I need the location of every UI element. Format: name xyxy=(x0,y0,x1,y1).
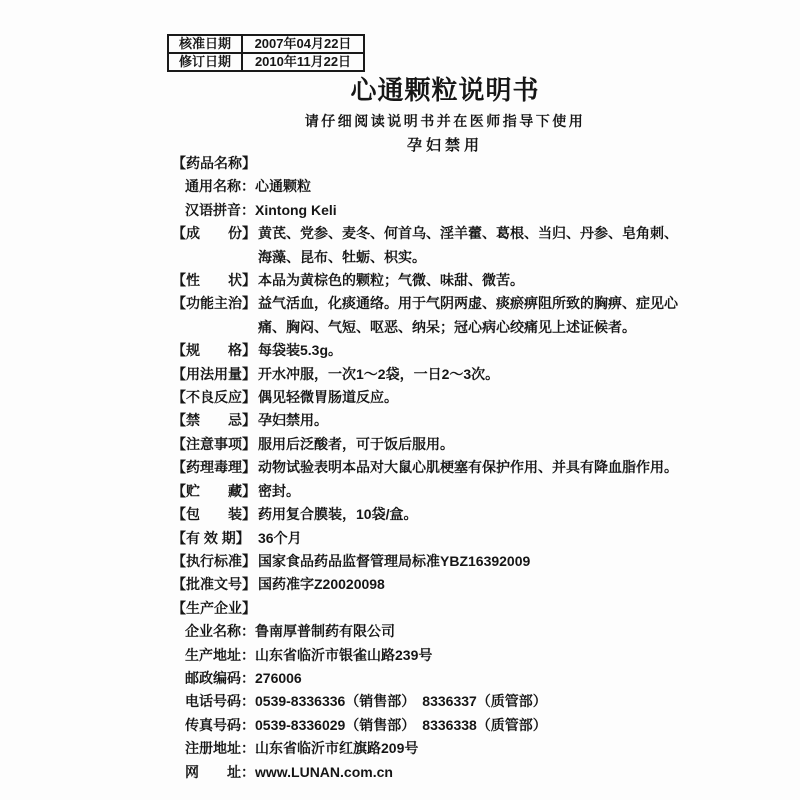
sub-label: 汉语拼音： xyxy=(185,201,255,218)
approval-date: 2010年11月22日 xyxy=(242,53,364,71)
section-label: 【规 格】 xyxy=(172,342,256,359)
sub-label: 通用名称： xyxy=(185,178,255,195)
section-row-packaging xyxy=(172,503,684,526)
sub-value: 0539-8336336（销售部） 8336337（质管部） xyxy=(255,693,547,710)
section-label: 【有 效 期】 xyxy=(172,529,250,546)
page-subtitle: 请仔细阅读说明书并在医师指导下使用 xyxy=(304,113,586,129)
sub-row-registered-address xyxy=(172,737,684,760)
page-title: 心通颗粒说明书 xyxy=(350,75,540,105)
sub-row-production-address xyxy=(172,644,684,667)
section-content: 孕妇禁用。 xyxy=(258,412,328,429)
sub-label: 企业名称： xyxy=(185,623,255,640)
section-content: 益气活血，化痰通络。用于气阴两虚、痰瘀痹阻所致的胸痹、症见心痛、胸闷、气短、呕恶、纳呆；冠心病心绞痛见上述证候者。 xyxy=(258,295,678,335)
sub-label: 网 址： xyxy=(185,763,255,780)
section-label: 【性 状】 xyxy=(172,272,256,289)
section-label: 【功能主治】 xyxy=(172,295,256,312)
section-content: 药用复合膜装，10袋/盒。 xyxy=(258,506,418,523)
sub-value: 0539-8336029（销售部） 8336338（质管部） xyxy=(255,716,547,733)
section-label: 【不良反应】 xyxy=(172,389,256,406)
section-content: 开水冲服，一次1～2袋，一日2～3次。 xyxy=(258,365,500,382)
sub-value: 山东省临沂市红旗路209号 xyxy=(255,740,419,757)
section-label: 【批准文号】 xyxy=(172,576,256,593)
section-row-shelf-life xyxy=(172,527,684,550)
section-row-pharmacology xyxy=(172,456,684,479)
approval-row xyxy=(168,35,364,53)
section-label: 【生产企业】 xyxy=(172,599,256,616)
sub-row-postal-code xyxy=(172,667,684,690)
sub-row-fax xyxy=(172,714,684,737)
section-content: 国家食品药品监督管理局标准YBZ16392009 xyxy=(258,552,531,569)
section-row-storage xyxy=(172,480,684,503)
section-content: 国药准字Z20020098 xyxy=(258,576,385,593)
approval-label: 修订日期 xyxy=(168,53,242,71)
approval-row xyxy=(168,53,364,71)
section-label: 【贮 藏】 xyxy=(172,482,256,499)
section-row-manufacturer xyxy=(172,597,684,620)
sub-label: 注册地址： xyxy=(185,740,255,757)
section-label: 【药理毒理】 xyxy=(172,459,256,476)
section-label: 【用法用量】 xyxy=(172,365,256,382)
section-row-indications xyxy=(172,292,684,339)
sub-value: 276006 xyxy=(255,669,302,686)
section-label: 【药品名称】 xyxy=(172,155,256,171)
section-content: 36个月 xyxy=(258,529,302,546)
pregnancy-warning: 孕妇禁用 xyxy=(406,137,483,154)
section-label: 【执行标准】 xyxy=(172,552,256,569)
sub-row-generic-name xyxy=(172,175,684,198)
section-row-adverse-reactions xyxy=(172,386,684,409)
section-content: 黄芪、党参、麦冬、何首乌、淫羊藿、葛根、当归、丹参、皂角刺、海藻、昆布、牡蛎、枳实。 xyxy=(258,225,678,265)
section-row-ingredients xyxy=(172,222,684,269)
section-row-contraindications xyxy=(172,409,684,432)
section-content: 每袋装5.3g。 xyxy=(258,342,343,359)
section-content: 偶见轻微胃肠道反应。 xyxy=(258,389,398,406)
section-row-approval-number xyxy=(172,573,684,596)
section-row-precautions xyxy=(172,433,684,456)
sub-row-pinyin xyxy=(172,199,684,222)
section-row-standard xyxy=(172,550,684,573)
approval-table xyxy=(167,34,365,72)
sub-label: 邮政编码： xyxy=(185,669,255,686)
section-label: 【成 份】 xyxy=(172,225,256,242)
section-row-dosage xyxy=(172,363,684,386)
section-label: 【包 装】 xyxy=(172,506,256,523)
section-content: 密封。 xyxy=(258,482,300,499)
sub-row-phone xyxy=(172,690,684,713)
sub-value: Xintong Keli xyxy=(255,201,337,218)
section-content: 动物试验表明本品对大鼠心肌梗塞有保护作用、并具有降血脂作用。 xyxy=(258,459,678,476)
section-label: 【禁 忌】 xyxy=(172,412,256,429)
approval-label: 核准日期 xyxy=(168,35,242,53)
sub-value: www.LUNAN.com.cn xyxy=(255,763,393,780)
approval-date: 2007年04月22日 xyxy=(242,35,364,53)
sub-row-website xyxy=(172,761,684,784)
section-row-specification xyxy=(172,339,684,362)
sub-value: 山东省临沂市银雀山路239号 xyxy=(255,646,433,663)
leaflet-body xyxy=(172,152,684,784)
sub-label: 电话号码： xyxy=(185,693,255,710)
section-row-description xyxy=(172,269,684,292)
section-row-drug-name xyxy=(172,152,684,175)
section-content: 服用后泛酸者，可于饭后服用。 xyxy=(258,435,454,452)
sub-value: 心通颗粒 xyxy=(255,178,311,195)
section-label: 【注意事项】 xyxy=(172,435,256,452)
sub-label: 传真号码： xyxy=(185,716,255,733)
sub-value: 鲁南厚普制药有限公司 xyxy=(255,623,395,640)
sub-row-company-name xyxy=(172,620,684,643)
section-content: 本品为黄棕色的颗粒；气微、味甜、微苦。 xyxy=(258,272,524,289)
sub-label: 生产地址： xyxy=(185,646,255,663)
